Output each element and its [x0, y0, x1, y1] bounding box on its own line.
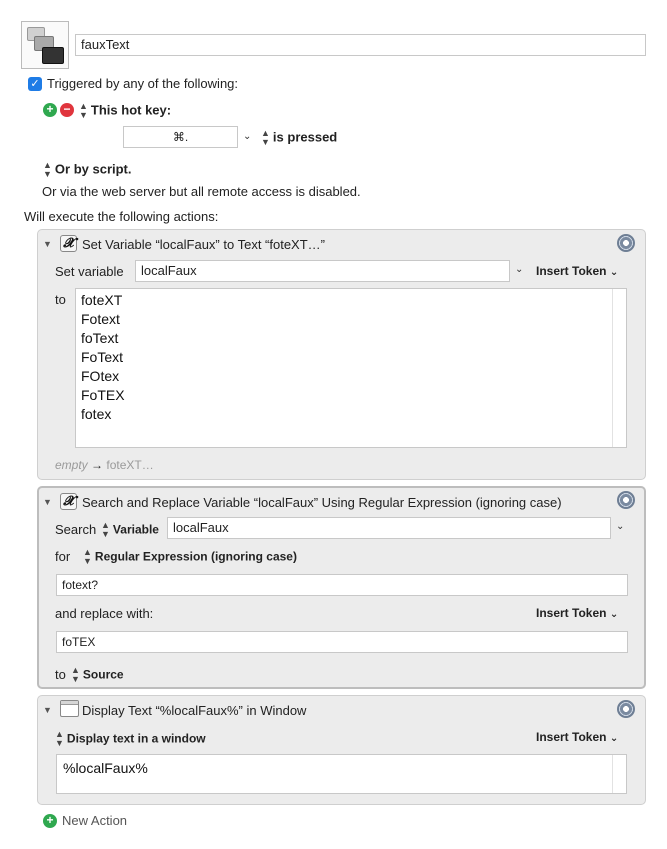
- variable-x-icon: 𝓧: [60, 235, 77, 252]
- set-variable-label: Set variable: [55, 264, 124, 279]
- search-variable-field[interactable]: localFaux: [167, 517, 611, 539]
- search-source-label: Variable: [112, 522, 159, 537]
- triggered-checkbox[interactable]: ✓: [28, 77, 42, 91]
- new-action-add-icon[interactable]: +: [43, 814, 57, 828]
- search-label: Search: [55, 522, 97, 537]
- action-title: Search and Replace Variable “localFaux” Using Regular Expression (ignoring case): [82, 495, 562, 510]
- updown-arrows-icon: ▲ ▼: [83, 547, 92, 566]
- insert-token-label: Insert Token: [536, 730, 607, 744]
- result-empty: empty: [55, 458, 88, 472]
- gear-icon[interactable]: [617, 700, 635, 718]
- updown-arrows-icon: ▲ ▼: [261, 128, 270, 147]
- text-line: FoTEX: [81, 387, 125, 403]
- match-mode-popup[interactable]: [83, 548, 297, 566]
- or-by-script-popup[interactable]: [43, 161, 132, 179]
- insert-token-label: Insert Token: [536, 606, 607, 620]
- replace-value-field[interactable]: foTEX: [56, 631, 628, 653]
- destination-label: Source: [82, 667, 124, 682]
- scrollbar[interactable]: [612, 755, 626, 793]
- macro-stack-icon-front: [42, 47, 64, 64]
- updown-arrows-icon: ▲ ▼: [71, 665, 80, 684]
- arrow-right-icon: →: [91, 458, 104, 472]
- macro-name-field[interactable]: fauxText: [75, 34, 646, 56]
- display-mode-popup[interactable]: [55, 730, 206, 748]
- result-value: foteXT…: [106, 458, 154, 472]
- insert-token-button[interactable]: [536, 606, 618, 620]
- display-text-area[interactable]: [56, 754, 627, 794]
- insert-token-button[interactable]: [536, 264, 618, 278]
- gear-icon[interactable]: [617, 491, 635, 509]
- search-source-popup[interactable]: [101, 521, 159, 539]
- search-pattern-field[interactable]: fotext?: [56, 574, 628, 596]
- action-set-variable[interactable]: [37, 229, 646, 480]
- hotkey-state-popup[interactable]: [261, 129, 337, 147]
- display-text-value: %localFaux%: [63, 760, 148, 776]
- replace-label: and replace with:: [55, 606, 154, 621]
- new-action-button[interactable]: New Action: [62, 813, 128, 828]
- destination-popup[interactable]: [71, 666, 124, 684]
- or-by-script-label: Or by script.: [54, 161, 132, 177]
- text-line: foText: [81, 330, 119, 346]
- text-line: Fotext: [81, 311, 120, 327]
- hotkey-field[interactable]: ⌘.: [123, 126, 238, 148]
- triggered-label: Triggered by any of the following:: [47, 76, 239, 91]
- action-title: Display Text “%localFaux%” in Window: [82, 703, 307, 718]
- for-label: for: [55, 549, 71, 564]
- scrollbar[interactable]: [612, 289, 626, 447]
- insert-token-label: Insert Token: [536, 264, 607, 278]
- action-display-text[interactable]: [37, 695, 646, 805]
- variable-x-icon: 𝓧: [60, 493, 77, 510]
- text-value-area[interactable]: [75, 288, 627, 448]
- trigger-type-popup[interactable]: [79, 102, 171, 120]
- action-title: Set Variable “localFaux” to Text “foteXT…”: [82, 237, 326, 252]
- action-result: [55, 458, 154, 472]
- remove-trigger-icon[interactable]: −: [60, 103, 74, 117]
- variable-name-field[interactable]: localFaux: [135, 260, 510, 282]
- disclosure-triangle-icon[interactable]: ▼: [43, 497, 52, 507]
- match-mode-label: Regular Expression (ignoring case): [94, 549, 297, 564]
- will-execute-label: Will execute the following actions:: [24, 209, 219, 224]
- add-trigger-icon[interactable]: +: [43, 103, 57, 117]
- chevron-down-icon: ⌄: [609, 267, 619, 278]
- disclosure-triangle-icon[interactable]: ▼: [43, 705, 52, 715]
- chevron-down-icon[interactable]: ⌄: [243, 131, 252, 142]
- chevron-down-icon: ⌄: [609, 609, 619, 620]
- trigger-type-label: This hot key:: [90, 102, 172, 118]
- gear-icon[interactable]: [617, 234, 635, 252]
- updown-arrows-icon: ▲ ▼: [43, 160, 52, 179]
- insert-token-button[interactable]: [536, 730, 618, 744]
- updown-arrows-icon: ▲ ▼: [101, 520, 110, 539]
- to-label: to: [55, 667, 66, 682]
- web-server-note: Or via the web server but all remote access is disabled.: [42, 184, 361, 199]
- text-line: FOtex: [81, 368, 120, 384]
- action-search-replace[interactable]: [37, 486, 646, 689]
- chevron-down-icon: ⌄: [609, 733, 619, 744]
- text-line: foteXT: [81, 292, 123, 308]
- text-line: FoText: [81, 349, 124, 365]
- to-label: to: [55, 292, 66, 307]
- disclosure-triangle-icon[interactable]: ▼: [43, 239, 52, 249]
- text-line: fotex: [81, 406, 112, 422]
- display-mode-label: Display text in a window: [66, 731, 206, 746]
- updown-arrows-icon: ▲ ▼: [79, 101, 88, 120]
- hotkey-state-label: is pressed: [272, 129, 338, 145]
- window-icon: [60, 700, 79, 717]
- macro-icon-well[interactable]: [21, 21, 69, 69]
- chevron-down-icon[interactable]: ⌄: [616, 521, 625, 532]
- chevron-down-icon[interactable]: ⌄: [515, 264, 524, 275]
- updown-arrows-icon: ▲ ▼: [55, 729, 64, 748]
